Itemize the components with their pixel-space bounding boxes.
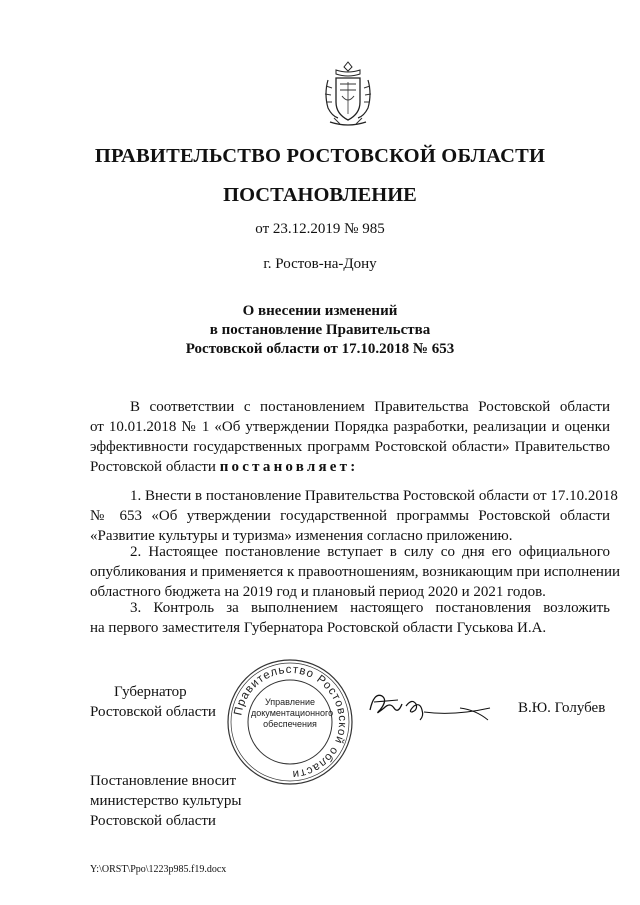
item-line: «Развитие культуры и туризма» изменения согласно приложению.: [90, 528, 513, 544]
stamp-ring-text: Правительство Ростовской области: [232, 663, 349, 781]
document-type: ПОСТАНОВЛЕНИЕ: [223, 184, 417, 206]
signatory-name: В.Ю. Голубев: [518, 700, 606, 716]
document-subject: [0, 302, 640, 359]
signatory-title-line: Ростовской области: [90, 704, 216, 720]
item-line: № 653 «Об утверждении государственной программы Ростовской области: [90, 508, 610, 524]
file-path: Y:\ORST\Ppo\1223p985.f19.docx: [90, 864, 227, 875]
signatory-title-line: Губернатор: [114, 684, 187, 700]
submitted-by-line: министерство культуры: [90, 793, 242, 809]
stamp-line: Управление: [264, 697, 316, 707]
decree-word: постановляет:: [219, 459, 359, 475]
item-line: 1. Внести в постановление Правительства Ростовской области от 17.10.2018: [130, 488, 618, 504]
stamp-line: обеспечения: [263, 719, 317, 729]
preamble-line: от 10.01.2018 № 1 «Об утверждении Порядка разработки, реализации и оценки: [90, 419, 610, 435]
date-number: от 23.12.2019 № 985: [255, 221, 385, 237]
preamble-prefix: Ростовской области: [90, 459, 216, 475]
item-2: [90, 542, 621, 602]
coat-of-arms-icon: [316, 58, 380, 130]
submitted-by-line: Ростовской области: [90, 813, 216, 829]
government-name: ПРАВИТЕЛЬСТВО РОСТОВСКОЙ ОБЛАСТИ: [94, 145, 546, 167]
subject-line: в постановление Правительства: [209, 322, 431, 338]
item-line: 2. Настоящее постановление вступает в силу со дня его официального: [130, 544, 610, 560]
stamp-inner-text: [251, 697, 334, 730]
stamp-line: документационного: [251, 708, 334, 718]
item-3: [90, 598, 610, 638]
item-line: на первого заместителя Губернатора Ростовской области Гуськова И.А.: [90, 620, 547, 636]
item-line: опубликования и применяется к правоотношениям, возникающим при исполнении: [90, 564, 621, 580]
city: г. Ростов-на-Дону: [263, 256, 377, 272]
signatory-title: [90, 682, 216, 722]
preamble-last-line: [90, 457, 610, 477]
subject-line: Ростовской области от 17.10.2018 № 653: [185, 341, 455, 357]
preamble-line: В соответствии с постановлением Правительства Ростовской области: [130, 399, 610, 415]
item-1: [90, 486, 618, 546]
submitted-by: [90, 771, 242, 831]
handwritten-signature: [364, 686, 494, 726]
preamble-line: эффективности государственных программ Ростовской области» Правительство: [90, 439, 610, 455]
item-line: областного бюджета на 2019 год и плановый период 2020 и 2021 годов.: [90, 584, 546, 600]
subject-line: О внесении изменений: [242, 303, 398, 319]
item-line: 3. Контроль за выполнением настоящего постановления возложить: [130, 600, 610, 616]
submitted-by-line: Постановление вносит: [90, 773, 237, 789]
preamble: [90, 397, 610, 477]
